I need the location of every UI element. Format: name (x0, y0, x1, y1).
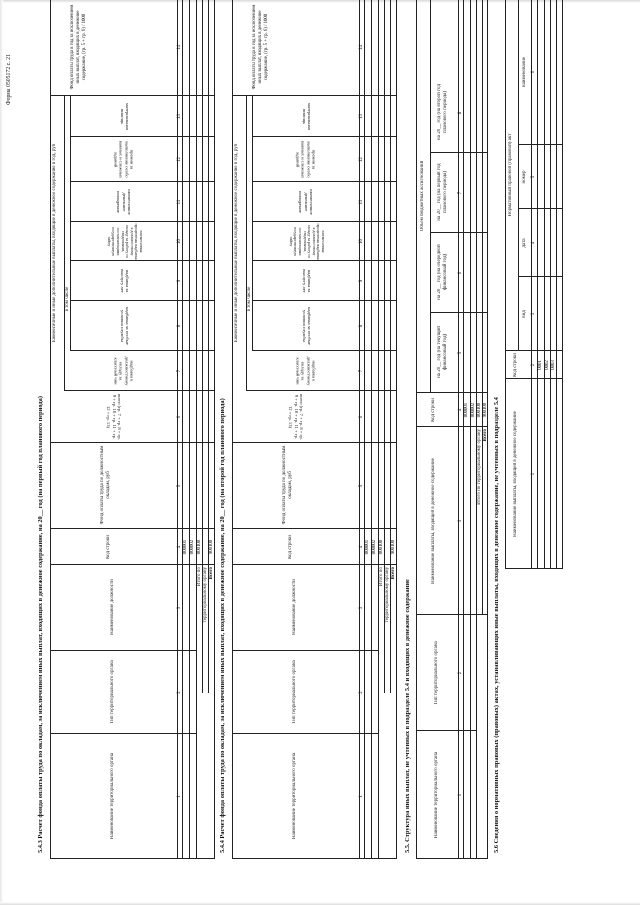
543-col-including: в том числе (65, 286, 70, 312)
543-sub-1: надбавка к должностному окладу за классный чин (113, 356, 135, 386)
544-col-fund: Фонд оплаты труда по должностным окладам, руб (282, 445, 293, 525)
544-sub-2: надбавка за особые условия службы (301, 307, 312, 345)
544-code-4: 900100 (391, 539, 396, 555)
55-col-code: Код строки (431, 398, 436, 422)
543-code-4: 900100 (209, 539, 214, 555)
55-col-second: на 20__ год (на второй год планового периода) (437, 84, 448, 140)
56-col-code: Код строки (513, 353, 518, 377)
544-col-total: всего (гр. 7 + гр. 8 + гр. 9 + гр. 10 + гр. 11 + гр. 12 + гр. 13) (288, 394, 305, 440)
544-col-type: Тип территориального органа (292, 660, 297, 724)
543-col-position: Наименование должности (110, 579, 115, 635)
544-code-1: 000001 (365, 539, 370, 555)
56-code-2: 0002 (545, 360, 550, 370)
543-code-1: 000001 (183, 539, 188, 555)
section-543-title: 5.4.3 Расчет фонда оплаты труда по окладам, за исключением иных выплат, входящих в денежное содержание, на 20__ год (на первый год планового периода) (37, 396, 44, 853)
543-col-name: Наименование территориального органа (110, 752, 115, 840)
543-itogo-organ: территориальному органу (203, 567, 208, 623)
544-col-including: в том числе (247, 286, 252, 312)
55-itogo: Итого по территориальному органу (477, 429, 482, 505)
543-sub-5: ежемесячное денежное поощрение (116, 189, 133, 215)
544-sub-3: надбавка за выслугу лет (301, 269, 312, 293)
55-col-name: Наименование территориального органа (434, 751, 439, 839)
form-code: Форма 0505172 с. 21 (6, 54, 12, 105)
544-vsego: Всего (391, 567, 396, 580)
55-col-first: на 20__ год (на первый год планового периода) (437, 163, 448, 221)
544-sub-7: материальная помощь (301, 103, 312, 130)
55-code-4: 900100 (483, 402, 488, 418)
544-sub-1: надбавка к должностному окладу за классный чин (295, 356, 317, 386)
56-col-kind: вид (522, 310, 527, 318)
section-55-title: 5.5. Структура иных выплат, не учтенных в подразделе 5.4 и входящих в денежное содержание (404, 579, 411, 853)
55-code-2: 000002 (471, 402, 476, 418)
544-col-position: Наименование должности (292, 579, 297, 635)
55-col-volume: Объем бюджетных ассигнований (420, 160, 425, 232)
543-col-monthly: Ежемесячные и иные дополнительные выплаты, входящие в денежное содержание в год, руб (52, 143, 57, 343)
56-col-title: наименование (522, 56, 527, 88)
543-itogo-po: Итого по (197, 567, 202, 587)
543-col-fund: Фонд оплаты труда по должностным окладам, руб (100, 445, 111, 525)
544-col-code: Код строки (288, 535, 293, 559)
544-sub-5: ежемесячное денежное поощрение (298, 189, 315, 215)
544-code-2: 000002 (372, 539, 377, 555)
543-sub-6: премии за выполнение особо важных и сложных заданий (113, 140, 135, 179)
section-56-title: 5.6 Сведения о нормативных правовых (правовых) актах, устанавливающих иные выплаты, входящих в денежное содержание, не учтенных в подразделе 5.4 (493, 397, 500, 853)
56-col-payment: Наименование выплаты, входящей в денежное содержание (513, 411, 518, 537)
543-col-total: всего (гр. 7 + гр. 8 + гр. 9 + гр. 10 + гр. 11 + гр. 12 + гр. 13) (106, 394, 123, 440)
55-code-3: 000100 (477, 402, 482, 418)
543-col-code: Код строки (106, 535, 111, 559)
544-col-fund-total: Фонд оплаты труда в год за исключением иных выплат, входящих в денежное содержание, (гр. 5 + гр. 6) / 1000 (252, 4, 269, 90)
56-col-act: Нормативный правовой (правовой) акт (508, 133, 513, 217)
55-vsego: Всего (483, 429, 488, 442)
56-col-date: дата (522, 238, 527, 248)
543-code-3: 000100 (197, 539, 202, 555)
56-code-1: 0001 (538, 360, 543, 370)
543-col-type: Тип территориального органа (110, 660, 115, 724)
544-sub-6: премии за выполнение особо важных и сложных заданий (295, 140, 317, 179)
55-col-next: на 20__ год (на очередной финансовый год) (437, 244, 448, 300)
rotated-sheet: Форма 0505172 с. 21 5.4.3 Расчет фонда оплаты труда по окладам, за исключением иных выплат, входящих в денежное содержание, на 20__ год (на первый год планового периода) Наименование территориального органа Тип территориального органа Наименование должности Код строки Фонд оплаты труда по должностным окладам, руб Ежемесячные и иные дополнительные выплаты, входящие в денежное содержание в год, руб в том числе всего (гр. 7 + гр. 8 + гр. 9 + гр. 10 + гр. 11 + гр. 12 + гр. 13) надбавка к должностному окладу за классный чин надбавка за особые условия службы надбавка за выслугу лет ежемесячная процентная надбавка к должностному окладу за работу со сведениями, составляющими государственную тайну ежемесячное денежное поощрение премии за выполнение особо важных и сложных заданий материальная помощь Фонд оплаты труда в год за исключением иных выплат, входящих в денежное содержание, (гр. 5 + гр. 6) / 1000 1 2 3 4 5 6 7 8 9 10 11 12 13 14 000001 000002 000100 900100 Итого по территориальному органу Всего 5.4.4 Расчет фонда оплаты труда по окладам, за исключением иных выплат, входящих в денежное содержание, на 20__ год (на второй год планового периода) Наименование территориального органа Тип территориального органа Наименование должности Код строки Фонд оплаты труда по должностным окладам, руб Ежемесячные и иные дополнительные выплаты, входящие в денежное содержание в год, руб в том числе всего (гр. 7 + гр. 8 + гр. 9 + гр. 10 + гр. 11 + гр. 12 + гр. 13) надбавка к должностному окладу за классный чин надбавка за особые условия службы надбавка за выслугу лет ежемесячная процентная надбавка к должностному окладу за работу со сведениями, составляющими государственную тайну ежемесячное денежное поощрение премии за выполнение особо важных и сложных заданий материальная помощь Фонд оплаты труда в год за исключением иных выплат, входящих в денежное содержание, (гр. 5 + гр. 6) / 1000 1 2 3 4 5 6 7 8 9 10 11 12 13 14 000001 000002 000100 900100 Итого по территориальному органу Всего 5.5. Структура иных выплат, не учтенных в подразделе 5.4 и входящих в денежное содержание Наименование территориального органа Тип территориального органа Наименование выплаты, входящей в денежное содержание Код строки Объем бюджетных ассигнований на 20__ год (на текущий финансовый год) на 20__ год (на очередной финансовый год) на 20__ год (на первый год планового периода) на 20__ год (на второй год планового периода) 1 2 3 4 5 6 7 8 000001 000002 000100 900100 Итого по территориальному органу Всего 5.6 Сведения о нормативных правовых (правовых) актах, устанавливающих иные выплаты, входящих в денежное содержание, не учтенных в подразделе 5.4 Наименование выплаты, входящей в денежное содержание Код строки Нормативный правовой (правовой) акт вид дата номер наименование 1 2 3 4 5 6 0001 0002 0003 (0, 0, 640, 905)
544-code-3: 000100 (379, 539, 384, 555)
544-sub-4: ежемесячная процентная надбавка к должностному окладу за работу со сведениями, составляющими государственную тайну (288, 223, 326, 260)
55-col-type: Тип территориального органа (434, 641, 439, 705)
544-col-name: Наименование территориального органа (292, 752, 297, 840)
55-col-current: на 20__ год (на текущий финансовый год) (437, 326, 448, 378)
544-itogo-po: Итого по (379, 567, 384, 587)
543-sub-2: надбавка за особые условия службы (119, 307, 130, 345)
543-sub-7: материальная помощь (119, 103, 130, 130)
56-col-number: номер (522, 170, 527, 184)
544-col-monthly: Ежемесячные и иные дополнительные выплаты, входящие в денежное содержание в год, руб (234, 143, 239, 343)
544-itogo-organ: территориальному органу (385, 567, 390, 623)
543-col-fund-total: Фонд оплаты труда в год за исключением иных выплат, входящих в денежное содержание, (гр. 5 + гр. 6) / 1000 (70, 4, 87, 90)
55-col-payment: Наименование выплаты, входящей в денежное содержание (431, 458, 436, 584)
543-vsego: Всего (209, 567, 214, 580)
56-code-3: 0003 (551, 360, 556, 370)
543-sub-3: надбавка за выслугу лет (119, 269, 130, 293)
section-544-title: 5.4.4 Расчет фонда оплаты труда по окладам, за исключением иных выплат, входящих в денежное содержание, на 20__ год (на второй год планового периода) (219, 398, 226, 853)
543-sub-4: ежемесячная процентная надбавка к должностному окладу за работу со сведениями, составляющими государственную тайну (106, 223, 144, 260)
55-code-1: 000001 (464, 402, 469, 418)
543-code-2: 000002 (190, 539, 195, 555)
